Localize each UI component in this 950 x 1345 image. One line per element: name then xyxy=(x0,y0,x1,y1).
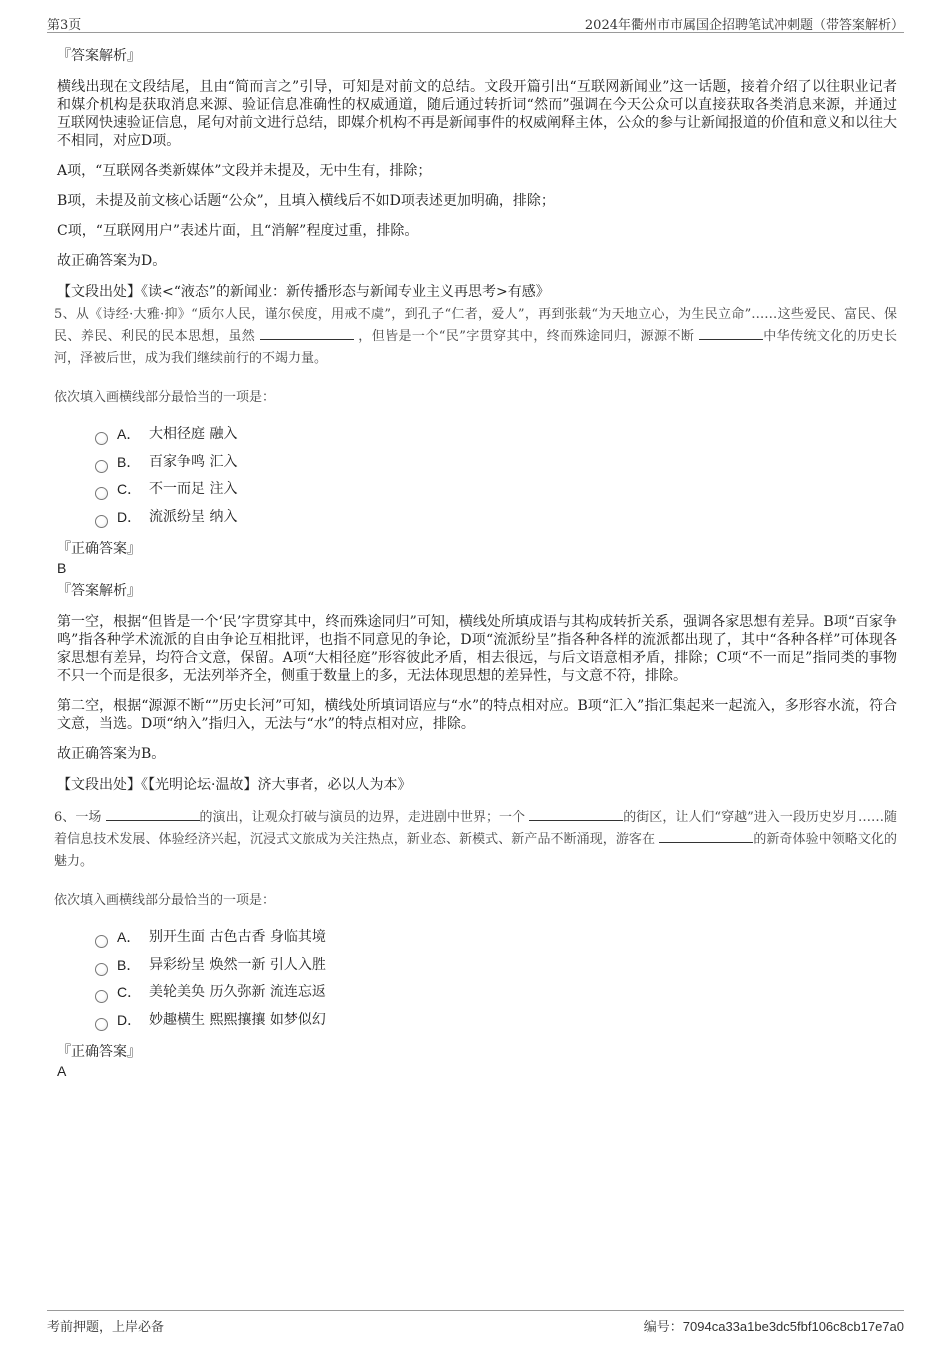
q4-option-c-note: C项，“互联网用户”表述片面，且“消解”程度过重，排除。 xyxy=(57,223,419,239)
radio-icon[interactable] xyxy=(95,487,108,500)
page-header xyxy=(47,12,904,33)
q5-answer: B xyxy=(57,560,67,576)
q5-option-b[interactable]: B． 百家争鸣 汇入 xyxy=(95,449,897,477)
q6-instruction: 依次填入画横线部分最恰当的一项是： xyxy=(54,893,276,908)
document-code xyxy=(644,1316,904,1335)
q5-option-a[interactable]: A． 大相径庭 融入 xyxy=(95,421,897,449)
q6-stem-part-3: 的街区，让人们“穿越”进入一段历史岁月……随着信息技术发展、体验经济兴起，沉浸式文旅成为关注热点，新业态、新模式、新产品不断涌现，游客在 xyxy=(54,810,897,847)
q6-option-d[interactable]: D． 妙趣横生 熙熙攘攘 如梦似幻 xyxy=(95,1007,897,1035)
radio-icon[interactable] xyxy=(95,515,108,528)
q6-stem-part-2: 的演出，让观众打破与演员的边界，走进剧中世界；一个 xyxy=(199,810,526,825)
q4-analysis-heading: 『答案解析』 xyxy=(57,48,141,64)
radio-icon[interactable] xyxy=(95,1018,108,1031)
q5-conclusion: 故正确答案为B。 xyxy=(57,746,166,762)
q6-stem xyxy=(54,807,897,873)
q4-source: 【文段出处】《读<“液态”的新闻业：新传播形态与新闻专业主义再思考>有感》 xyxy=(57,284,550,300)
footer-slogan: 考前押题，上岸必备 xyxy=(47,1320,165,1335)
q6-stem-part-4: 的新奇体验中领略文化的魅力。 xyxy=(54,832,897,869)
document-title: 2024年衢州市市属国企招聘笔试冲刺题（带答案解析） xyxy=(584,18,904,33)
page-number: 第3页 xyxy=(47,18,82,33)
radio-icon[interactable] xyxy=(95,935,108,948)
q5-option-d[interactable]: D． 流派纷呈 纳入 xyxy=(95,504,897,532)
page-footer xyxy=(47,1310,904,1335)
radio-icon[interactable] xyxy=(95,432,108,445)
q6-option-c[interactable]: C． 美轮美奂 历久弥新 流连忘返 xyxy=(95,979,897,1007)
radio-icon[interactable] xyxy=(95,460,108,473)
q6-stem-part-1: 6、一场 xyxy=(54,810,102,825)
page-content xyxy=(54,40,897,1084)
q5-blank-1 xyxy=(260,327,354,340)
q5-answer-heading: 『正确答案』 xyxy=(57,541,141,557)
q5-instruction: 依次填入画横线部分最恰当的一项是： xyxy=(54,390,276,405)
document-code-label: 编号： xyxy=(643,1319,683,1334)
document-code-value: 7094ca33a1be3dc5fbf106c8cb17e7a0 xyxy=(682,1319,904,1334)
q4-analysis: 横线出现在文段结尾，且由“简而言之”引导，可知是对前文的总结。文段开篇引出“互联网新闻业”这一话题，接着介绍了以往职业记者和媒介机构是获取消息来源、验证信息准确性的权威通道，随后通过转折词“然而”强调在今天公众可以直接获取各类消息来源，并通过互联网快速验证信息，尾句对前文进行总结，即媒介机构不再是新闻事件的权威阐释主体，公众的参与让新闻报道的价值和意义和以往大不相同，对应D项。 xyxy=(57,79,897,149)
q6-option-a[interactable]: A． 别开生面 古色古香 身临其境 xyxy=(95,924,897,952)
q5-source: 【文段出处】《【光明论坛·温故】济大事者，必以人为本》 xyxy=(57,777,412,793)
q5-analysis-1: 第一空，根据“但皆是一个‘民’字贯穿其中，终而殊途同归”可知，横线处所填成语与其构成转折关系，强调各家思想有差异。B项“百家争鸣”指各种学术流派的自由争论互相批评，也指不同意见的争论，D项“流派纷呈”指各种各样的流派都出现了，其中“各种各样”可体现各家思想有差异，均符合文意，保留。A项“大相径庭”形容彼此矛盾，相去很远，与后文语意相矛盾，排除；C项“不一而足”指同类的事物不只一个而是很多，无法列举齐全，侧重于数量上的多，无法体现思想的差异性，与文意不符，排除。 xyxy=(57,614,897,684)
q5-analysis-2: 第二空，根据“源源不断“”历史长河”可知，横线处所填词语应与“水”的特点相对应。B项“汇入”指汇集起来一起流入，多形容水流，符合文意，当选。D项“纳入”指归入，无法与“水”的特点相对应，排除。 xyxy=(57,698,897,732)
radio-icon[interactable] xyxy=(95,963,108,976)
q6-blank-1 xyxy=(106,808,200,821)
q6-option-b[interactable]: B． 异彩纷呈 焕然一新 引人入胜 xyxy=(95,952,897,980)
q5-stem-part-3: 中华传统文化的历史长河，泽被后世，成为我们继续前行的不竭力量。 xyxy=(54,329,897,366)
q5-blank-2 xyxy=(699,327,763,340)
q5-stem-part-2: ，但皆是一个“民”字贯穿其中，终而殊途同归，源源不断 xyxy=(358,329,695,344)
q4-conclusion: 故正确答案为D。 xyxy=(57,253,167,269)
q5-stem xyxy=(54,304,897,370)
q5-stem-part-1: 5、从《诗经·大雅·抑》“质尔人民，谨尔侯度，用戒不虞”，到孔子“仁者，爱人”，再到张载“为天地立心，为生民立命”……这些爱民、富民、保民、养民、利民的民本思想，虽然 xyxy=(54,307,897,344)
q5-option-c[interactable]: C． 不一而足 注入 xyxy=(95,476,897,504)
radio-icon[interactable] xyxy=(95,990,108,1003)
q6-answer: A xyxy=(57,1063,67,1079)
q6-answer-heading: 『正确答案』 xyxy=(57,1044,141,1060)
q4-option-b-note: B项，未提及前文核心话题“公众”，且填入横线后不如D项表述更加明确，排除； xyxy=(57,193,555,209)
q6-blank-2 xyxy=(529,808,623,821)
q4-option-a-note: A项，“互联网各类新媒体”文段并未提及，无中生有，排除； xyxy=(57,163,432,179)
q6-blank-3 xyxy=(659,830,753,843)
q5-analysis-heading: 『答案解析』 xyxy=(57,583,141,599)
